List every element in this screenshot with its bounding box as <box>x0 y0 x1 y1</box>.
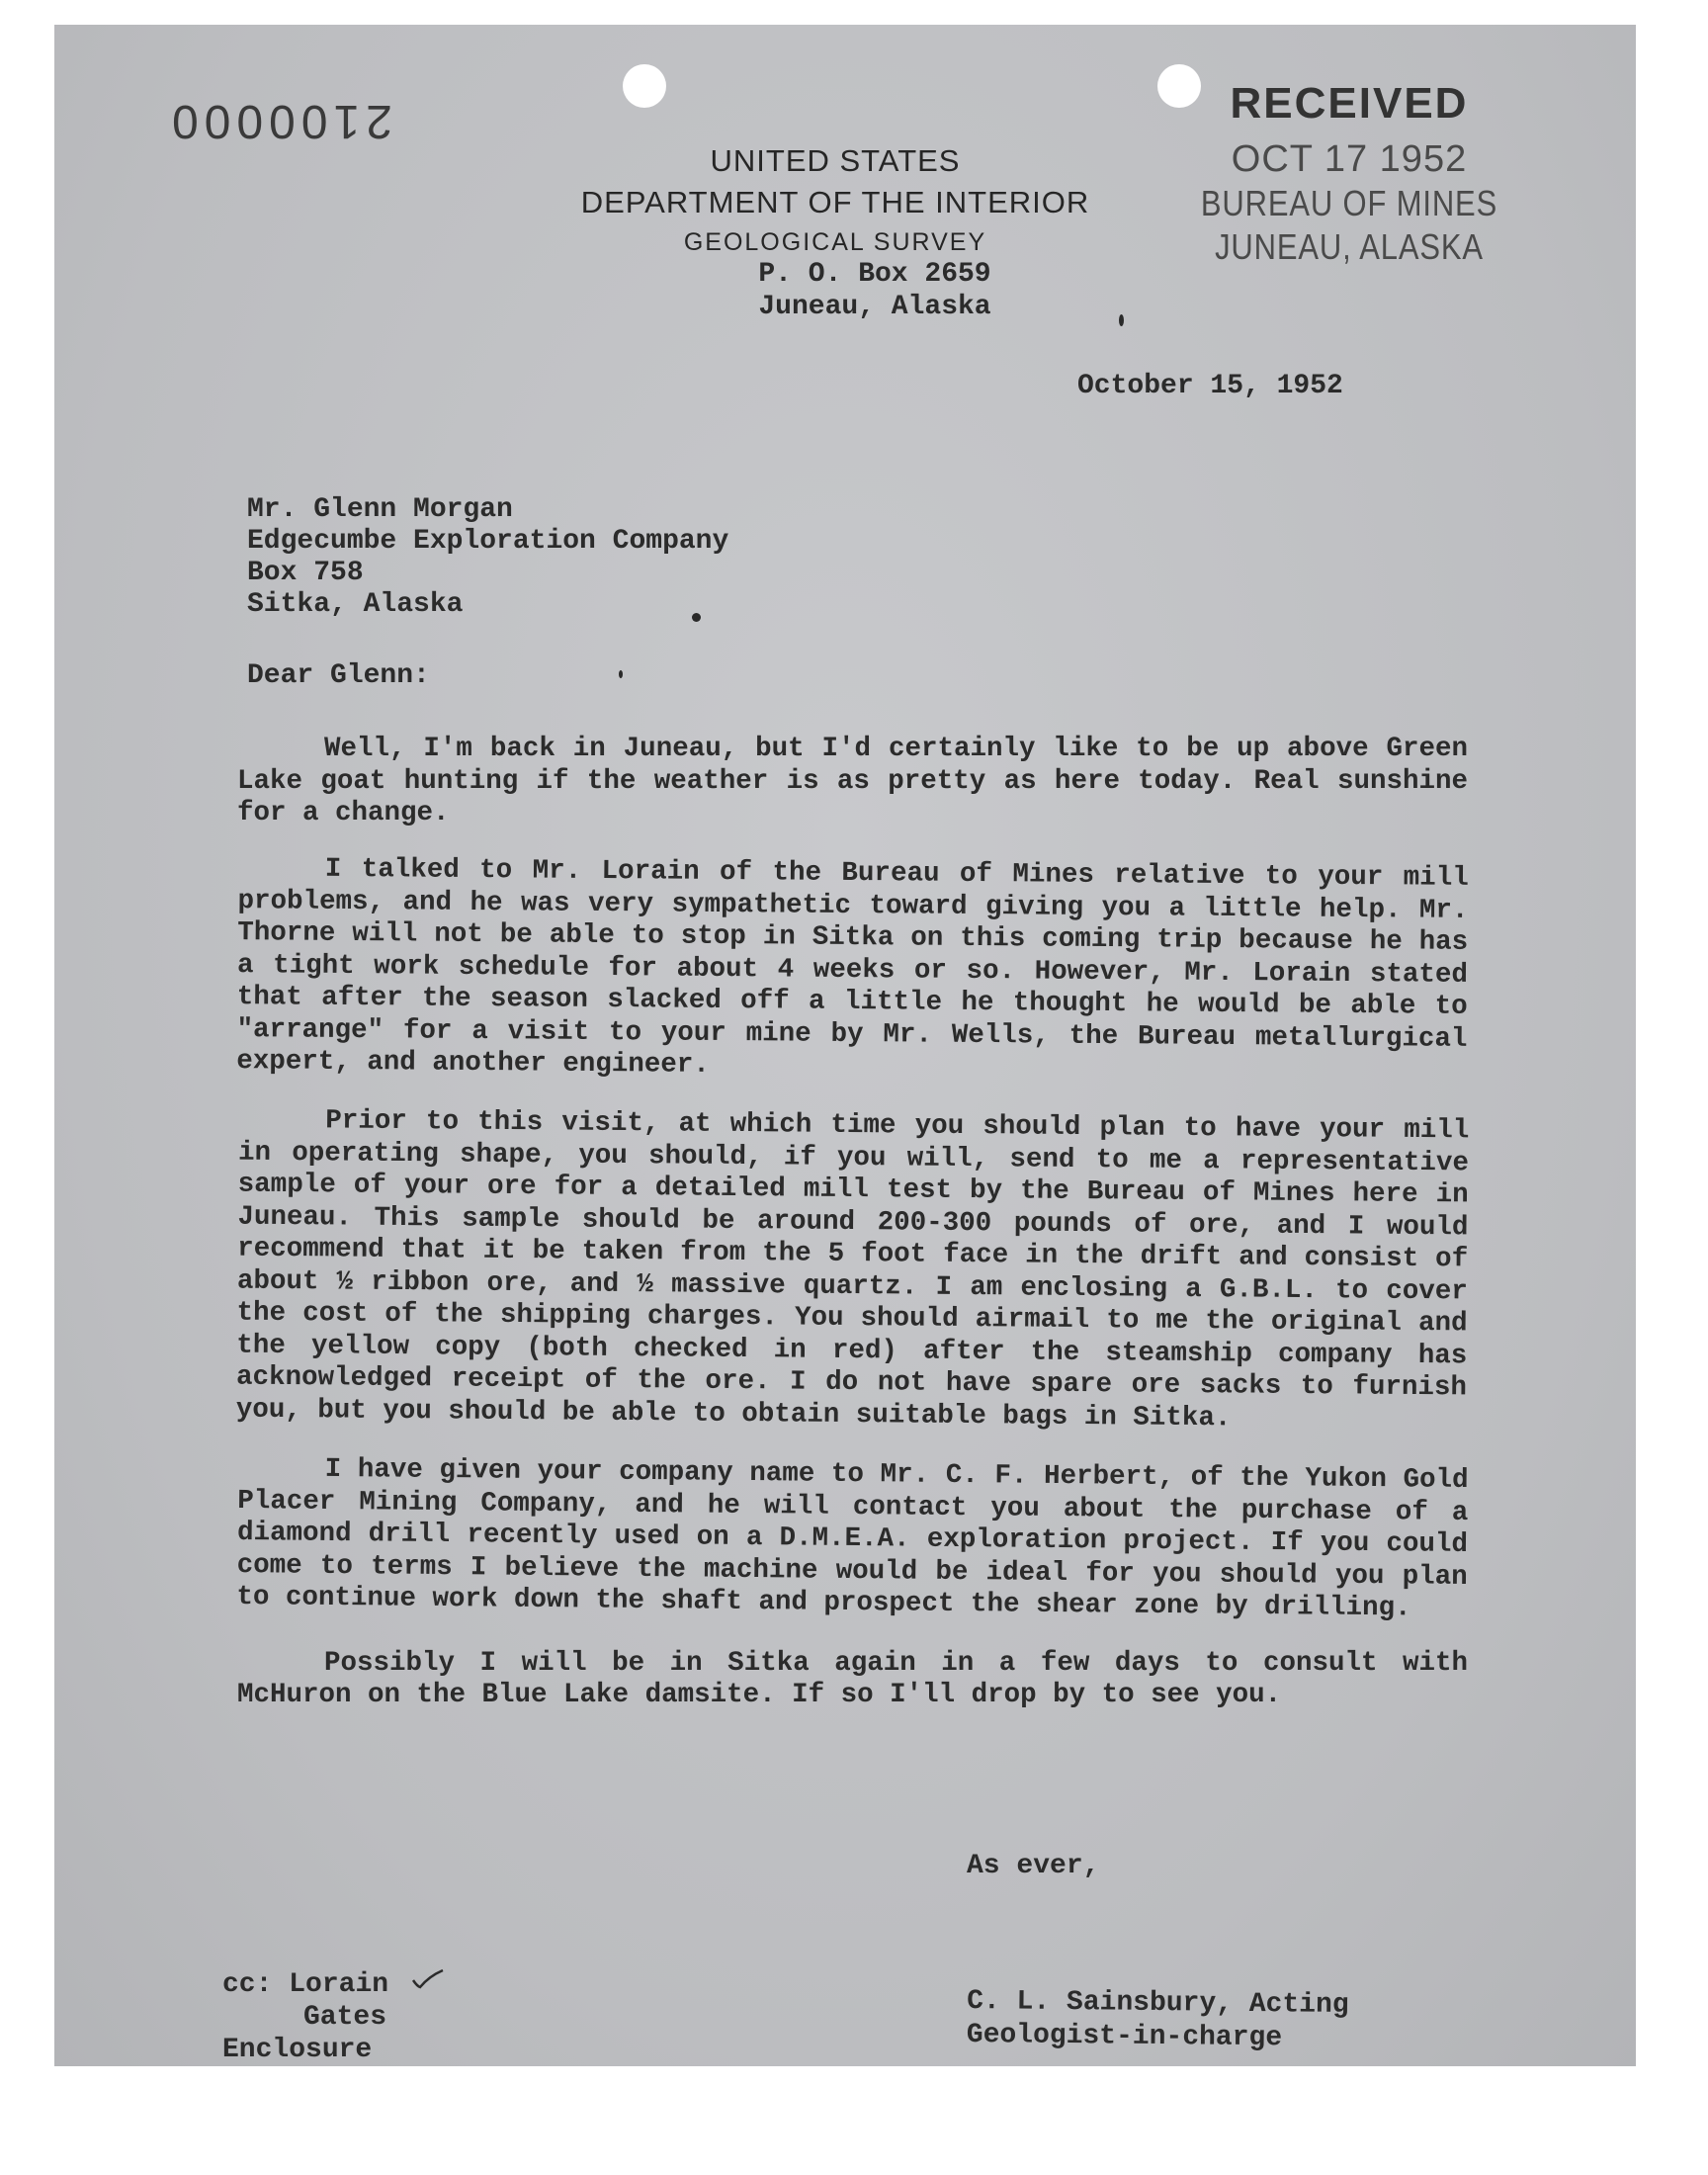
letterhead-department: DEPARTMENT OF THE INTERIOR <box>580 185 1090 219</box>
received-stamp <box>1161 79 1537 268</box>
letterhead-city: Juneau, Alaska <box>758 292 991 322</box>
letter-date: October 15, 1952 <box>1077 371 1343 401</box>
body-paragraph: Possibly I will be in Sitka again in a few days to consult with McHuron on the Blue Lake damsite. If so I'll drop by to see you. <box>237 1647 1468 1710</box>
recipient-city: Sitka, Alaska <box>247 589 464 620</box>
body-paragraph: I have given your company name to Mr. C. F. Herbert, of the Yukon Gold Placer Mining Company, and he will contact you about the purchase of a diamond drill recently used on a D.M.E.A. exploration project. If you could come to terms I believe the machine would be ideal for you should you plan to continue work down the shaft and prospect the shear zone by drilling. <box>236 1453 1469 1624</box>
recipient-company: Edgecumbe Exploration Company <box>247 526 729 557</box>
letter-body <box>237 734 1468 1740</box>
letterhead-country: UNITED STATES <box>710 143 961 178</box>
file-number: 2100000 <box>166 95 392 147</box>
cc-block <box>222 1967 445 2066</box>
ink-speck <box>619 670 623 678</box>
check-mark-icon <box>411 1967 445 2000</box>
body-paragraph: Well, I'm back in Juneau, but I'd certainly like to be up above Green Lake goat hunting if the weather is as pretty as here today. Real sunshine for a change. <box>237 734 1468 828</box>
cc-recipient: Gates <box>303 2001 387 2033</box>
body-paragraph: I talked to Mr. Lorain of the Bureau of Mines relative to your mill problems, and he was very sympathetic toward giving you a little help. Mr. Thorne will not be able to stop in Sitka on this coming trip because he has a tight work schedule for about 4 weeks or so. However, Mr. Lorain stated that after the season slacked off a little he thought he would be able to "arrange" for a visit to your mine by Mr. Wells, the Bureau metallurgical expert, and another engineer. <box>236 853 1469 1081</box>
enclosure-note: Enclosure <box>222 2034 373 2065</box>
recipient-name: Mr. Glenn Morgan <box>247 494 513 525</box>
recipient-box: Box 758 <box>247 558 364 588</box>
signature-block <box>967 1985 1349 2056</box>
cc-line-1 <box>222 1967 445 2001</box>
received-stamp-date: OCT 17 1952 <box>1231 138 1468 180</box>
letterhead <box>474 143 1196 322</box>
cc-label: cc: <box>222 1968 273 2000</box>
salutation: Dear Glenn: <box>247 660 430 691</box>
received-stamp-organization: BUREAU OF MINES <box>1200 183 1498 223</box>
received-stamp-word: RECEIVED <box>1230 79 1469 128</box>
recipient-address <box>247 494 728 621</box>
punch-hole-left <box>623 64 666 108</box>
signer-name: C. L. Sainsbury, Acting <box>967 1985 1349 2022</box>
body-paragraph: Prior to this visit, at which time you should plan to have your mill in operating shape, you should, if you will, send to me a representative sample of your ore for a detailed mill test by the Bureau of Mines here in Juneau. This sample should be around 200-300 pounds of ore, and I would recommend that it be taken from the 5 foot face in the drift and consist of about ½ ribbon ore, and ½ massive quartz. I am enclosing a G.B.L. to cover the cost of the shipping charges. You should airmail to me the original and the yellow copy (both checked in red) after the steamship company has acknowledged receipt of the ore. I do not have spare ore sacks to furnish you, but you should be able to obtain suitable bags in Sitka. <box>235 1105 1470 1434</box>
closing: As ever, <box>967 1851 1100 1881</box>
letterhead-survey: GEOLOGICAL SURVEY <box>683 228 987 256</box>
signer-title: Geologist-in-charge <box>966 2019 1283 2054</box>
received-stamp-place: JUNEAU, ALASKA <box>1215 226 1484 267</box>
letterhead-box: P. O. Box 2659 <box>758 259 991 290</box>
cc-recipient: Lorain <box>289 1968 389 2000</box>
